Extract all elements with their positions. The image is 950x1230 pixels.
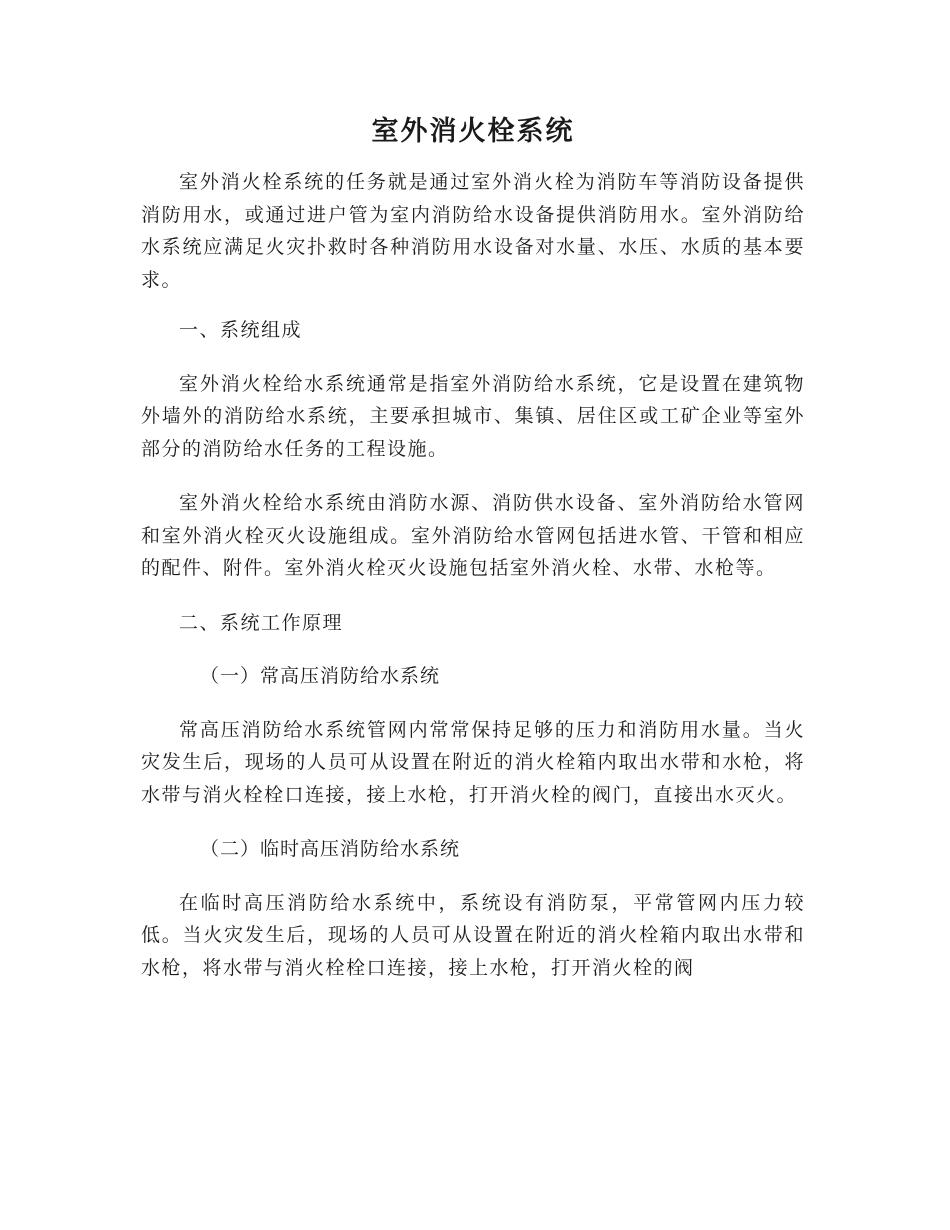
subsection-heading-constant-high-pressure: （一）常高压消防给水系统 [200, 665, 441, 687]
paragraph-composition-definition: 室外消火栓给水系统通常是指室外消防给水系统，它是设置在建筑物外墙外的消防给水系统，主要承担城市、集镇、居住区或工矿企业等室外部分的消防给水任务的工程设施。 [141, 372, 805, 460]
paragraph-temporary-high-pressure: 在临时高压消防给水系统中，系统设有消防泵，平常管网内压力较低。当火灾发生后，现场的人员可从设置在附近的消火栓箱内取出水带和水枪，将水带与消火栓栓口连接，接上水枪，打开消火栓的阀 [141, 891, 805, 979]
paragraph-constant-high-pressure: 常高压消防给水系统管网内常常保持足够的压力和消防用水量。当火灾发生后，现场的人员可从设置在附近的消火栓箱内取出水带和水枪，将水带与消火栓栓口连接，接上水枪，打开消火栓的阀门，直接出水灭火。 [141, 718, 805, 806]
document-page [141, 112, 805, 1006]
paragraph-intro: 室外消火栓系统的任务就是通过室外消火栓为消防车等消防设备提供消防用水，或通过进户管为室内消防给水设备提供消防用水。室外消防给水系统应满足火灾扑救时各种消防用水设备对水量、水压、水质的基本要求。 [141, 171, 805, 291]
document-title: 室外消火栓系统 [371, 116, 575, 147]
section-heading-composition: 一、系统组成 [179, 319, 303, 341]
subsection-heading-temporary-high-pressure: （二）临时高压消防给水系统 [200, 838, 461, 860]
paragraph-composition-parts: 室外消火栓给水系统由消防水源、消防供水设备、室外消防给水管网和室外消火栓灭火设施组成。室外消防给水管网包括进水管、干管和相应的配件、附件。室外消火栓灭火设施包括室外消火栓、水带、水枪等。 [141, 492, 805, 579]
section-heading-principle: 二、系统工作原理 [179, 611, 344, 634]
